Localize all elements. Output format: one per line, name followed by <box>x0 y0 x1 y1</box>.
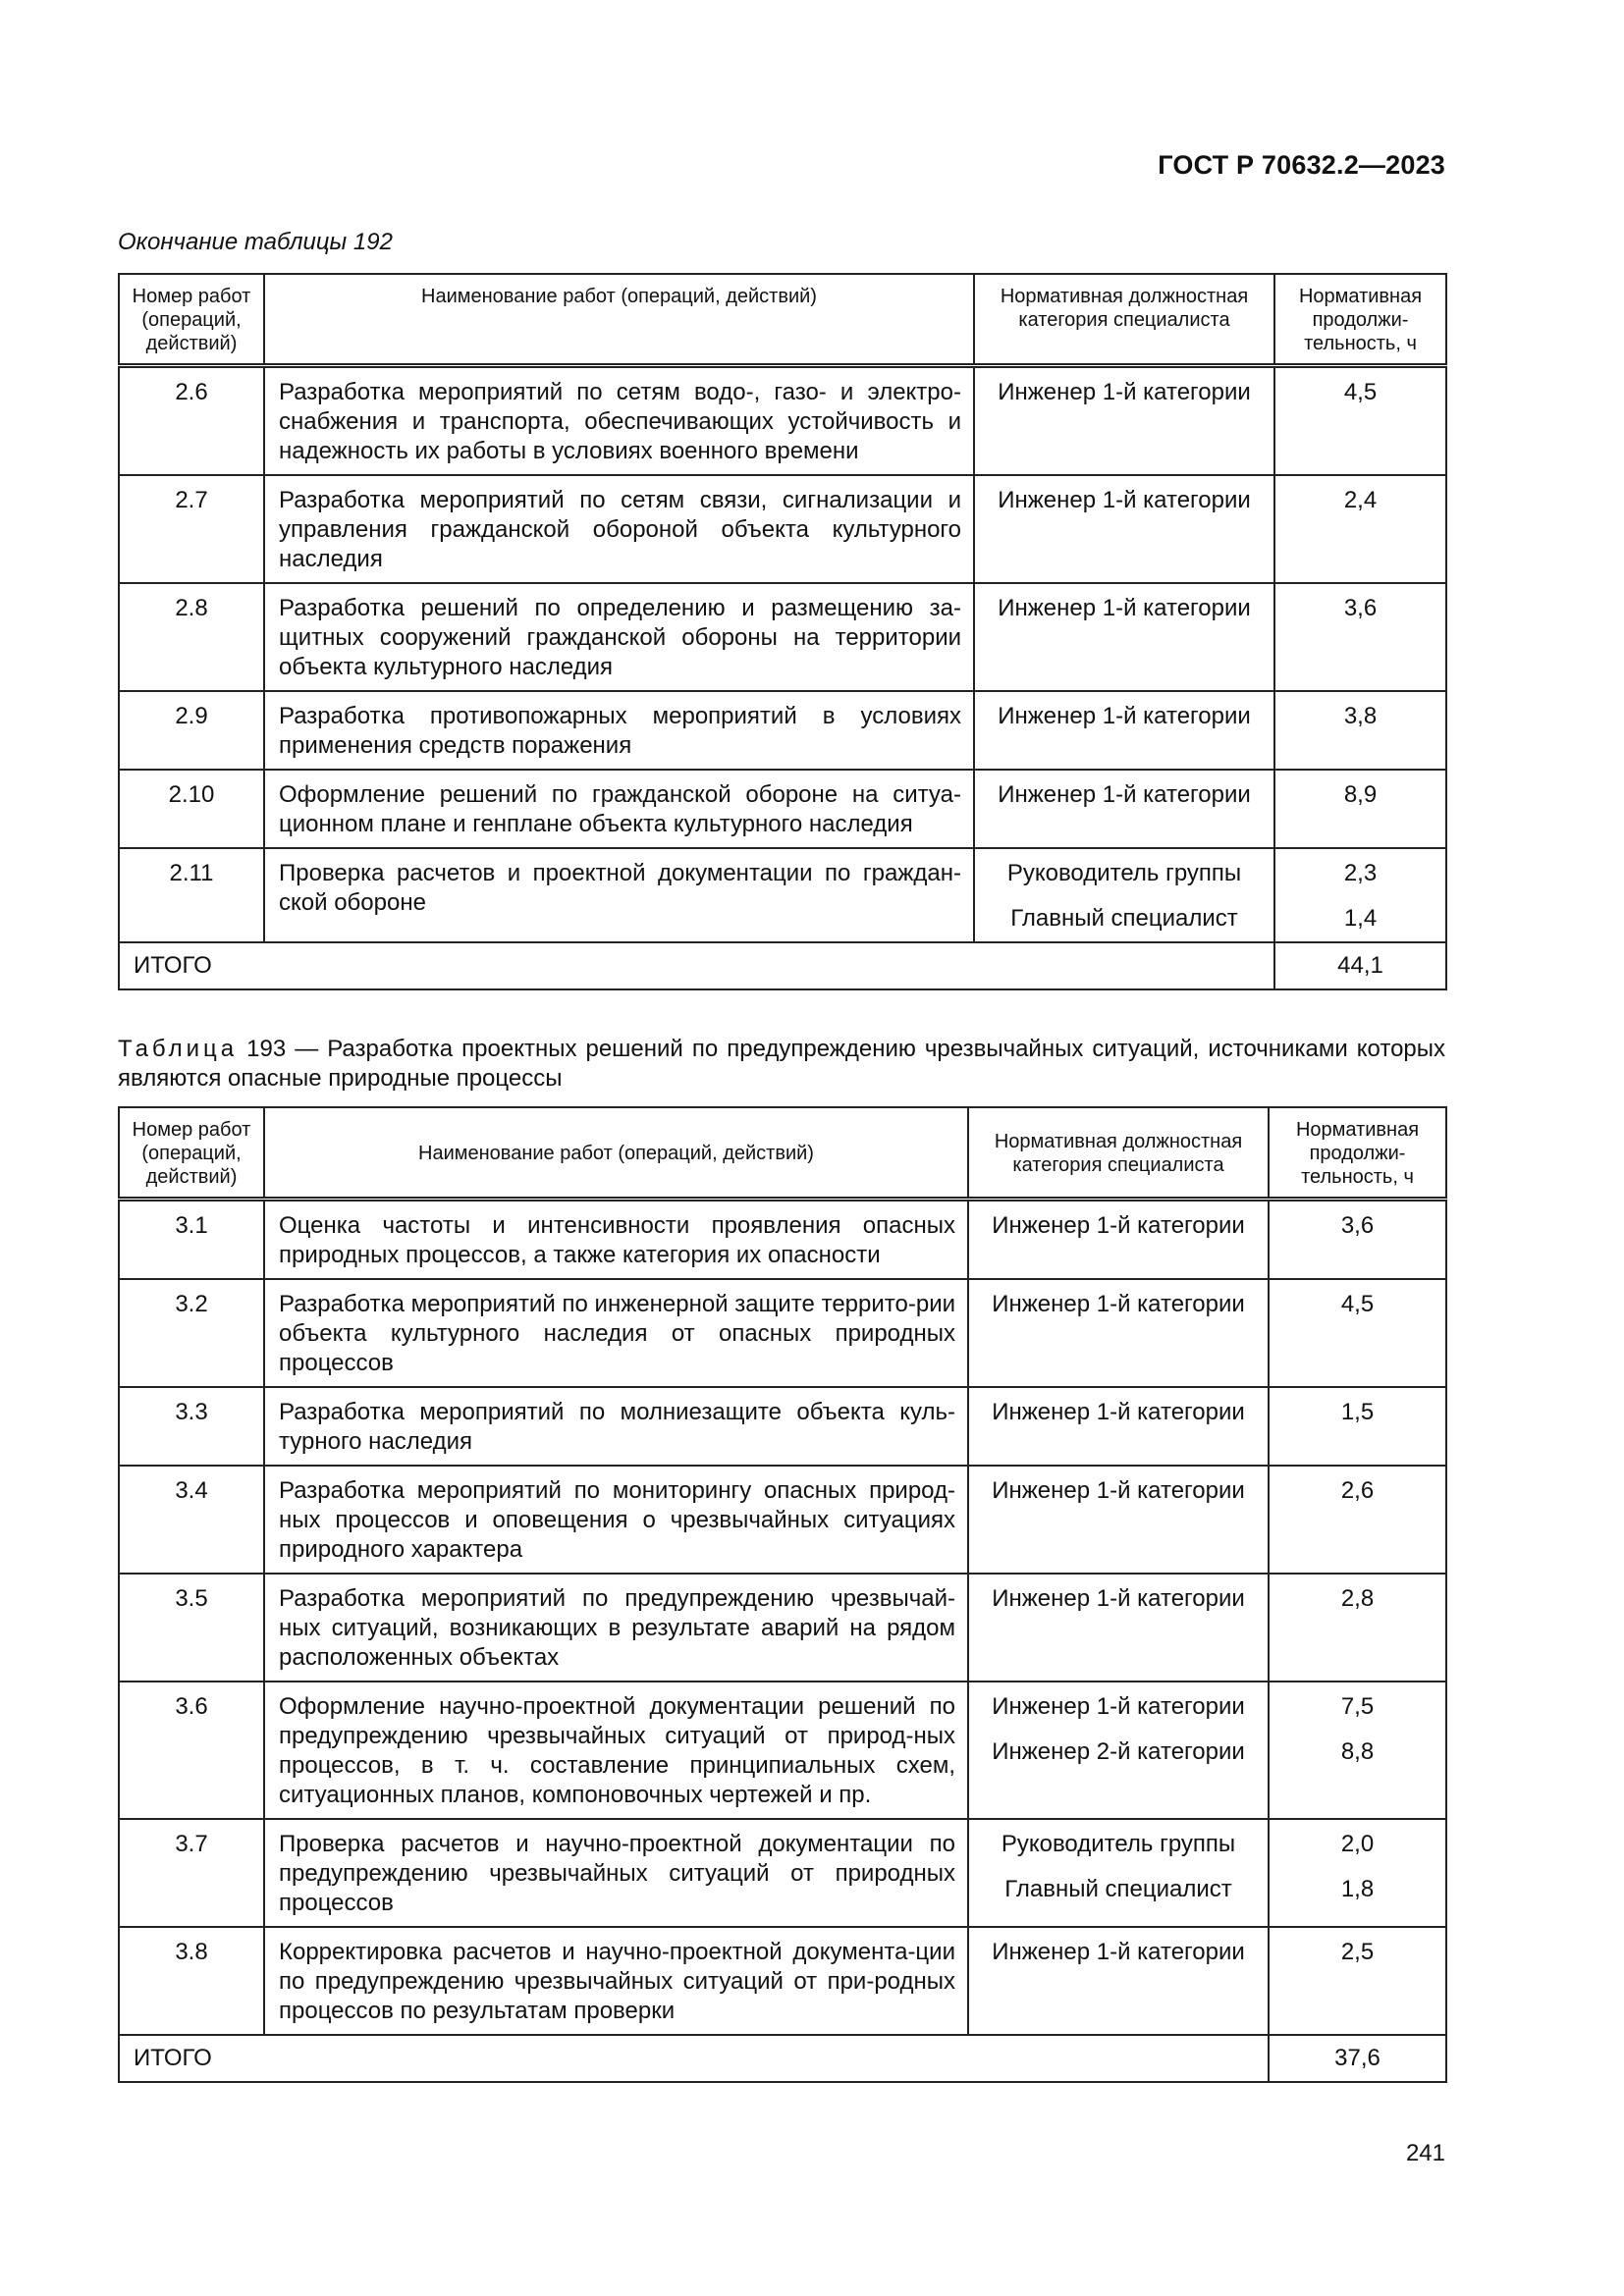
row-duration <box>1269 1466 1446 1574</box>
table-row <box>119 691 1446 770</box>
table-row <box>119 1279 1446 1387</box>
category-line: Инженер 1-й категории <box>992 1585 1245 1612</box>
table-row <box>119 770 1446 848</box>
row-category <box>968 1466 1269 1574</box>
duration-line: 1,4 <box>1343 905 1378 932</box>
duration-line: 2,0 <box>1340 1831 1375 1857</box>
column-header-duration: Нормативная продолжи-тельность, ч <box>1274 274 1446 366</box>
duration-line: 2,5 <box>1340 1939 1375 1965</box>
row-category <box>968 1682 1269 1819</box>
row-work-name: Разработка мероприятий по инженерной защите террито-рии объекта культурного наследия от опасных природных процессов <box>264 1279 968 1387</box>
row-number: 3.4 <box>119 1466 264 1574</box>
table-row <box>119 1387 1446 1466</box>
row-work-name: Оценка частоты и интенсивности проявления опасных природных процессов, а также категория их опасности <box>264 1200 968 1280</box>
row-duration <box>1274 583 1446 691</box>
row-number: 2.10 <box>119 770 264 848</box>
row-category <box>974 770 1274 848</box>
row-work-name: Разработка мероприятий по предупреждению чрезвычай-ных ситуаций, возникающих в результате аварий на рядом расположенных объектах <box>264 1574 968 1682</box>
table-row <box>119 1819 1446 1927</box>
row-number: 3.3 <box>119 1387 264 1466</box>
row-category <box>968 1574 1269 1682</box>
category-line: Руководитель группы <box>1001 1831 1236 1857</box>
duration-line: 2,6 <box>1340 1477 1375 1504</box>
row-category <box>974 475 1274 583</box>
row-category <box>968 1927 1269 2035</box>
row-duration <box>1269 1682 1446 1819</box>
row-work-name: Проверка расчетов и проектной документации по граждан-ской обороне <box>264 848 974 942</box>
category-line: Инженер 1-й категории <box>992 1939 1245 1965</box>
table-192-body <box>119 366 1446 990</box>
duration-line: 3,6 <box>1340 1212 1375 1239</box>
duration-line: 1,8 <box>1340 1876 1375 1902</box>
table-193-caption <box>118 1035 1445 1094</box>
row-category <box>974 583 1274 691</box>
row-number: 3.1 <box>119 1200 264 1280</box>
category-line: Инженер 1-й категории <box>992 1291 1245 1317</box>
table-193 <box>118 1106 1447 2083</box>
table-193-caption-label: Таблица <box>118 1036 239 1062</box>
duration-line: 2,8 <box>1340 1585 1375 1612</box>
row-work-name: Разработка решений по определению и размещению за-щитных сооружений гражданской обороны на территории объекта культурного наследия <box>264 583 974 691</box>
duration-line: 3,8 <box>1343 703 1378 729</box>
duration-line: 8,9 <box>1343 781 1378 808</box>
category-line: Инженер 1-й категории <box>998 781 1251 808</box>
table-row <box>119 1200 1446 1280</box>
table-192 <box>118 273 1447 990</box>
category-line: Инженер 1-й категории <box>992 1399 1245 1425</box>
row-category <box>968 1200 1269 1280</box>
row-category <box>968 1819 1269 1927</box>
duration-line: 4,5 <box>1343 379 1378 405</box>
total-label: ИТОГО <box>119 2035 1269 2082</box>
row-category <box>974 848 1274 942</box>
table-193-body <box>119 1200 1446 2083</box>
row-work-name: Разработка мероприятий по мониторингу опасных природ-ных процессов и оповещения о чрезвычайных ситуациях природного характера <box>264 1466 968 1574</box>
row-number: 2.6 <box>119 366 264 476</box>
duration-line: 1,5 <box>1340 1399 1375 1425</box>
row-work-name: Разработка мероприятий по сетям связи, сигнализации и управления гражданской обороной объекта культурного наследия <box>264 475 974 583</box>
row-work-name: Разработка мероприятий по сетям водо-, газо- и электро-снабжения и транспорта, обеспечивающих устойчивость и надежность их работы в условиях военного времени <box>264 366 974 476</box>
page-number: 241 <box>1405 2140 1445 2166</box>
column-header-category: Нормативная должностная категория специалиста <box>974 274 1274 366</box>
category-line: Руководитель группы <box>1006 860 1242 886</box>
table-row <box>119 848 1446 942</box>
duration-line: 4,5 <box>1340 1291 1375 1317</box>
category-line: Инженер 1-й категории <box>992 1477 1245 1504</box>
duration-line: 8,8 <box>1340 1738 1375 1765</box>
category-line: Инженер 2-й категории <box>992 1738 1245 1765</box>
total-value: 44,1 <box>1274 942 1446 989</box>
column-header-duration: Нормативная продолжи-тельность, ч <box>1269 1107 1446 1200</box>
category-line: Главный специалист <box>1004 1876 1232 1902</box>
row-duration <box>1269 1279 1446 1387</box>
category-line: Инженер 1-й категории <box>998 595 1251 621</box>
row-duration <box>1274 475 1446 583</box>
row-duration <box>1269 1387 1446 1466</box>
total-value: 37,6 <box>1269 2035 1446 2082</box>
category-line: Инженер 1-й категории <box>998 487 1251 513</box>
total-row <box>119 942 1446 989</box>
category-line: Инженер 1-й категории <box>998 703 1251 729</box>
table-row <box>119 1574 1446 1682</box>
column-header-number: Номер работ (операций, действий) <box>119 274 264 366</box>
row-number: 2.9 <box>119 691 264 770</box>
column-header-name: Наименование работ (операций, действий) <box>264 1107 968 1200</box>
duration-line: 7,5 <box>1340 1693 1375 1720</box>
row-duration <box>1269 1574 1446 1682</box>
row-category <box>968 1279 1269 1387</box>
column-header-category: Нормативная должностная категория специалиста <box>968 1107 1269 1200</box>
row-category <box>968 1387 1269 1466</box>
table-row <box>119 583 1446 691</box>
row-number: 3.6 <box>119 1682 264 1819</box>
table-193-caption-text: 193 — Разработка проектных решений по предупреждению чрезвычайных ситуаций, источниками которых являются опасные природные процессы <box>118 1036 1446 1092</box>
row-number: 3.2 <box>119 1279 264 1387</box>
row-duration <box>1274 366 1446 476</box>
category-line: Инженер 1-й категории <box>998 379 1251 405</box>
duration-line: 2,4 <box>1343 487 1378 513</box>
row-duration <box>1269 1819 1446 1927</box>
row-duration <box>1269 1200 1446 1280</box>
row-number: 3.8 <box>119 1927 264 2035</box>
row-work-name: Разработка противопожарных мероприятий в условиях применения средств поражения <box>264 691 974 770</box>
table-row <box>119 366 1446 476</box>
row-number: 2.7 <box>119 475 264 583</box>
table-192-header-row <box>119 274 1446 366</box>
table-row <box>119 1466 1446 1574</box>
table-192-caption: Окончание таблицы 192 <box>118 229 393 255</box>
total-label: ИТОГО <box>119 942 1274 989</box>
row-duration <box>1274 691 1446 770</box>
row-work-name: Корректировка расчетов и научно-проектной документа-ции по предупреждению чрезвычайных ситуаций от при-родных процессов по результатам проверки <box>264 1927 968 2035</box>
row-work-name: Оформление решений по гражданской обороне на ситуа-ционном плане и генплане объекта культурного наследия <box>264 770 974 848</box>
column-header-number: Номер работ (операций, действий) <box>119 1107 264 1200</box>
row-work-name: Разработка мероприятий по молниезащите объекта куль-турного наследия <box>264 1387 968 1466</box>
column-header-name: Наименование работ (операций, действий) <box>264 274 974 366</box>
total-row <box>119 2035 1446 2082</box>
duration-line: 2,3 <box>1343 860 1378 886</box>
row-number: 3.5 <box>119 1574 264 1682</box>
table-row <box>119 475 1446 583</box>
row-category <box>974 691 1274 770</box>
row-duration <box>1269 1927 1446 2035</box>
document-code: ГОСТ Р 70632.2—2023 <box>1158 150 1445 180</box>
row-duration <box>1274 770 1446 848</box>
row-number: 2.8 <box>119 583 264 691</box>
row-number: 2.11 <box>119 848 264 942</box>
category-line: Главный специалист <box>1010 905 1238 932</box>
category-line: Инженер 1-й категории <box>992 1693 1245 1720</box>
row-number: 3.7 <box>119 1819 264 1927</box>
row-category <box>974 366 1274 476</box>
table-row <box>119 1927 1446 2035</box>
row-work-name: Оформление научно-проектной документации решений по предупреждению чрезвычайных ситуаций от природ-ных процессов, в т. ч. составление принципиальных схем, ситуационных планов, компоновочных чертежей и пр. <box>264 1682 968 1819</box>
table-193-header-row <box>119 1107 1446 1200</box>
row-duration <box>1274 848 1446 942</box>
duration-line: 3,6 <box>1343 595 1378 621</box>
row-work-name: Проверка расчетов и научно-проектной документации по предупреждению чрезвычайных ситуаций от природных процессов <box>264 1819 968 1927</box>
table-row <box>119 1682 1446 1819</box>
category-line: Инженер 1-й категории <box>992 1212 1245 1239</box>
